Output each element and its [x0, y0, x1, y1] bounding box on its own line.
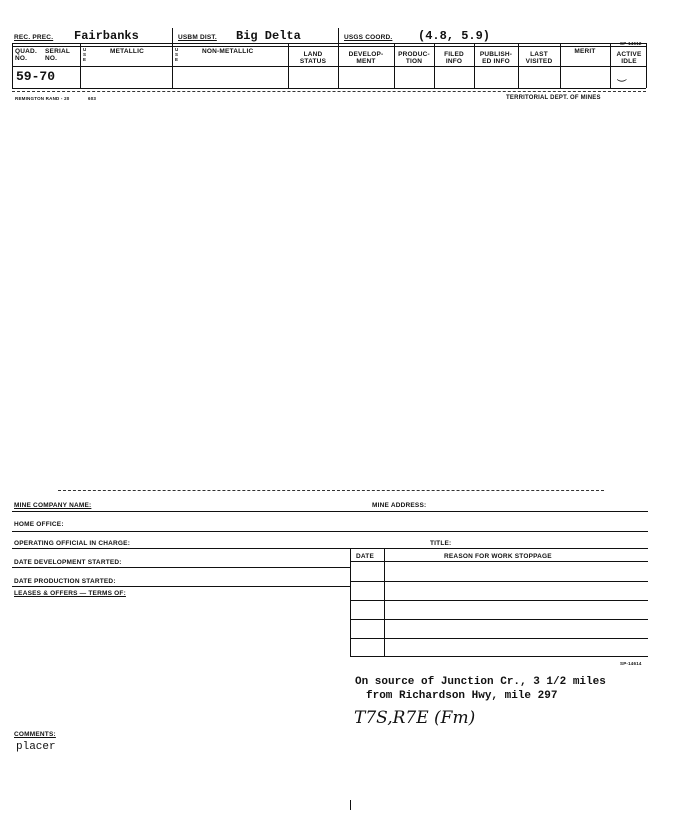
location-note-line-2: from Richardson Hwy, mile 297 — [366, 690, 558, 702]
col-use-1: U S E — [83, 47, 87, 62]
date-development-label: DATE DEVELOPMENT STARTED: — [14, 559, 122, 566]
col-last-visited: LAST VISITED — [525, 51, 553, 65]
stoppage-table-bottom — [350, 656, 648, 657]
col-divider — [518, 43, 519, 88]
territorial-dept-label: TERRITORIAL DEPT. OF MINES — [506, 95, 601, 101]
col-divider — [474, 43, 475, 88]
col-quad-no: QUAD. NO. — [15, 48, 37, 62]
form-code-top: SP-14612 — [620, 41, 642, 46]
col-filed-info: FILED INFO — [444, 51, 464, 65]
date-production-label: DATE PRODUCTION STARTED: — [14, 578, 116, 585]
title-label: TITLE: — [430, 540, 452, 547]
col-divider — [560, 43, 561, 88]
location-note-line-1: On source of Junction Cr., 3 1/2 miles — [355, 676, 606, 688]
handwritten-township-note: T7S,R7E (Fm) — [354, 708, 476, 728]
col-production: PRODUC-TION — [398, 51, 430, 65]
col-divider — [172, 28, 173, 88]
header-divider — [12, 43, 646, 44]
form-code-bottom: SP-14614 — [620, 661, 642, 666]
table-border-left — [12, 43, 13, 88]
col-divider — [288, 43, 289, 88]
mine-company-line — [12, 511, 648, 512]
stoppage-row-line — [350, 561, 648, 562]
col-active-idle: ACTIVE IDLE — [616, 51, 642, 65]
col-development: DEVELOP-MENT — [348, 51, 384, 65]
rec-prec-label: REC. PREC. — [14, 34, 54, 41]
stoppage-table-left — [350, 548, 351, 656]
usgs-coord-value: (4.8, 5.9) — [418, 29, 491, 43]
quad-no-value: 59-70 — [16, 69, 56, 84]
active-idle-mark: ) — [616, 78, 628, 83]
comments-label: COMMENTS: — [14, 731, 56, 738]
comments-value: placer — [16, 741, 56, 753]
stoppage-row-line — [350, 600, 648, 601]
edge-mark — [350, 800, 351, 810]
official-line — [12, 548, 648, 549]
header-divider-2 — [12, 46, 646, 47]
usbm-dist-label: USBM DIST. — [178, 34, 217, 41]
stoppage-row-line — [350, 581, 648, 582]
mine-address-label: MINE ADDRESS: — [372, 502, 427, 509]
card-edge-dashes-lower — [58, 490, 604, 491]
stoppage-reason-col: REASON FOR WORK STOPPAGE — [444, 553, 552, 560]
table-border-right — [646, 43, 647, 88]
rec-prec-value: Fairbanks — [74, 29, 139, 43]
col-use-2: U S E — [175, 47, 179, 62]
col-divider — [394, 43, 395, 88]
col-divider — [434, 43, 435, 88]
leases-label: LEASES & OFFERS — TERMS OF: — [14, 590, 126, 597]
printer-label: REMINGTON RAND - 20 — [15, 96, 70, 101]
operating-official-label: OPERATING OFFICIAL IN CHARGE: — [14, 540, 131, 547]
col-divider — [338, 28, 339, 88]
col-non-metallic: NON-METALLIC — [202, 48, 254, 55]
column-header-divider — [12, 66, 646, 67]
col-metallic: METALLIC — [110, 48, 144, 55]
stoppage-date-divider — [384, 548, 385, 656]
mine-company-label: MINE COMPANY NAME: — [14, 502, 92, 509]
date-production-line — [12, 586, 350, 587]
stoppage-date-col: DATE — [356, 553, 375, 560]
home-office-line — [12, 531, 648, 532]
stoppage-row-line — [350, 619, 648, 620]
card-edge-dashes — [12, 91, 646, 92]
usgs-coord-label: USGS COORD. — [344, 34, 393, 41]
col-merit: MERIT — [574, 48, 596, 55]
col-published-info: PUBLISH-ED INFO — [479, 51, 513, 65]
col-divider — [80, 43, 81, 88]
col-serial-no: SERIAL NO. — [45, 48, 70, 62]
home-office-label: HOME OFFICE: — [14, 521, 64, 528]
date-development-line — [12, 567, 350, 568]
row-bottom-line — [12, 88, 646, 89]
printer-code: 603 — [88, 96, 97, 101]
col-divider — [610, 43, 611, 88]
stoppage-row-line — [350, 638, 648, 639]
usbm-dist-value: Big Delta — [236, 29, 301, 43]
col-land-status: LAND STATUS — [299, 51, 327, 65]
